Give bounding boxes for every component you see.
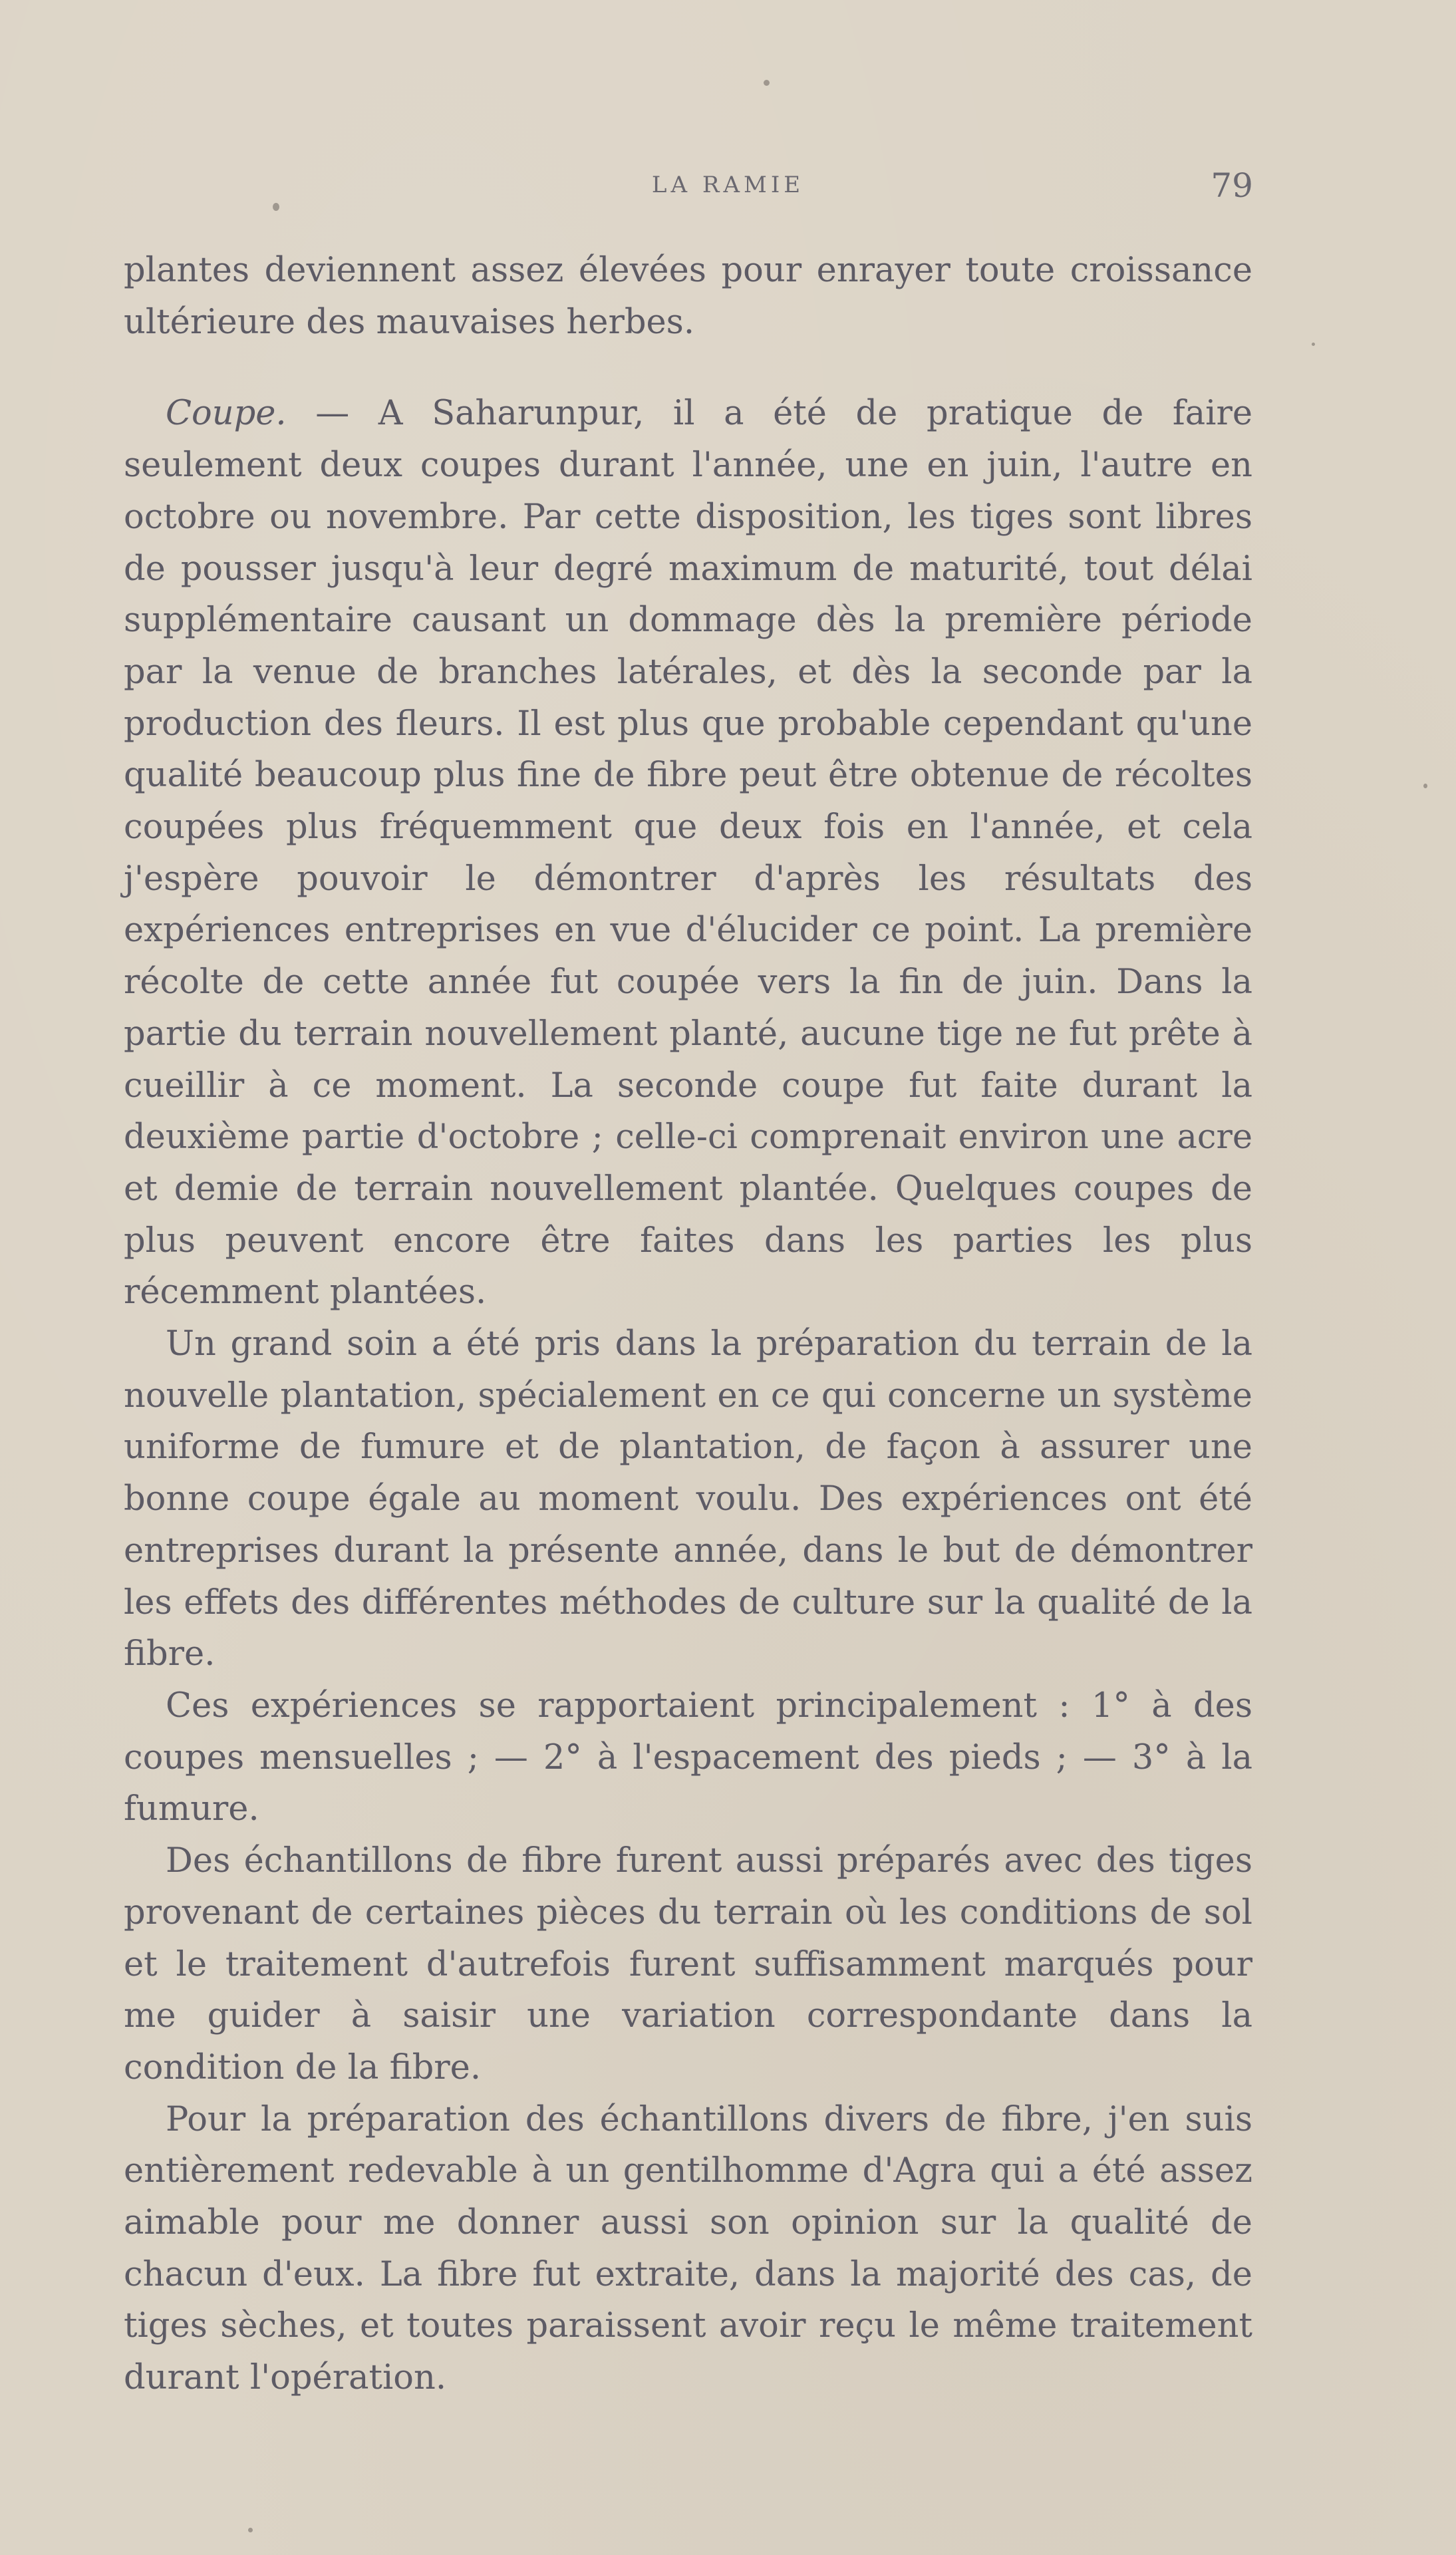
paragraph-3: Un grand soin a été pris dans la préparation du terrain de la nouvelle plantation, spécialement en ce qui concerne un système uniforme de fumure et de plantation, de façon à assurer une bonne coupe égale au moment voulu. Des expériences ont été entreprises durant la présente année, dans le but de démontrer les effets des différentes méthodes de culture sur la qualité de la fibre. bbox=[124, 1324, 1252, 1674]
paragraph-6: Pour la préparation des échantillons divers de fibre, j'en suis entièrement redevable à un gentilhomme d'Agra qui a été assez aimable pour me donner aussi son opinion sur la qualité de chacun d'eux. La fibre fut extraite, dans la majorité des cas, de tiges sèches, et toutes paraissent avoir reçu le même traitement durant l'opération. bbox=[124, 2099, 1252, 2398]
paper-speck bbox=[1312, 343, 1315, 346]
paragraph-2 bbox=[124, 388, 1252, 1318]
section-lead: Coupe. bbox=[166, 394, 287, 434]
paper-speck bbox=[1423, 784, 1427, 788]
paragraph-1: plantes deviennent assez élevées pour enrayer toute croissance ultérieure des mauvaises herbes. bbox=[124, 251, 1252, 342]
page-number: 79 bbox=[1211, 166, 1253, 205]
paragraph-2-text: — A Saharunpur, il a été de pratique de faire seulement deux coupes durant l'année, une en juin, l'autre en octobre ou novembre. Par cette disposition, les tiges sont libres de pousser jusqu'à leur degré maximum de maturité, tout délai supplémentaire causant un dommage dès la première période par la venue de branches latérales, et dès la seconde par la production des fleurs. Il est plus que probable cependant qu'une qualité beaucoup plus fine de fibre peut être obtenue de récoltes coupées plus fréquemment que deux fois en l'année, et cela j'espère pouvoir le démontrer d'après les résultats des expériences entreprises en vue d'élucider ce point. La première récolte de cette année fut coupée vers la fin de juin. Dans la partie du terrain nouvellement planté, aucune tige ne fut prête à cueillir à ce moment. La seconde coupe fut faite durant la deuxième partie d'octobre ; celle-ci comprenait environ une acre et demie de terrain nouvellement plantée. Quelques coupes de plus peuvent encore être faites dans les parties les plus récemment plantées. bbox=[124, 394, 1252, 1312]
paper-speck bbox=[764, 80, 770, 86]
paragraph-4: Ces expériences se rapportaient principalement : 1° à des coupes mensuelles ; — 2° à l'espacement des pieds ; — 3° à la fumure. bbox=[124, 1686, 1252, 1829]
running-title: LA RAMIE bbox=[651, 172, 805, 198]
running-header bbox=[0, 166, 1456, 212]
paper-speck bbox=[248, 2528, 253, 2532]
paragraph-5: Des échantillons de fibre furent aussi préparés avec des tiges provenant de certaines pièces du terrain où les conditions de sol et le traitement d'autrefois furent suffisamment marqués pour me guider à saisir une variation correspondante dans la condition de la fibre. bbox=[124, 1841, 1252, 2087]
body-text bbox=[124, 245, 1252, 2404]
paper-speck bbox=[273, 203, 279, 211]
